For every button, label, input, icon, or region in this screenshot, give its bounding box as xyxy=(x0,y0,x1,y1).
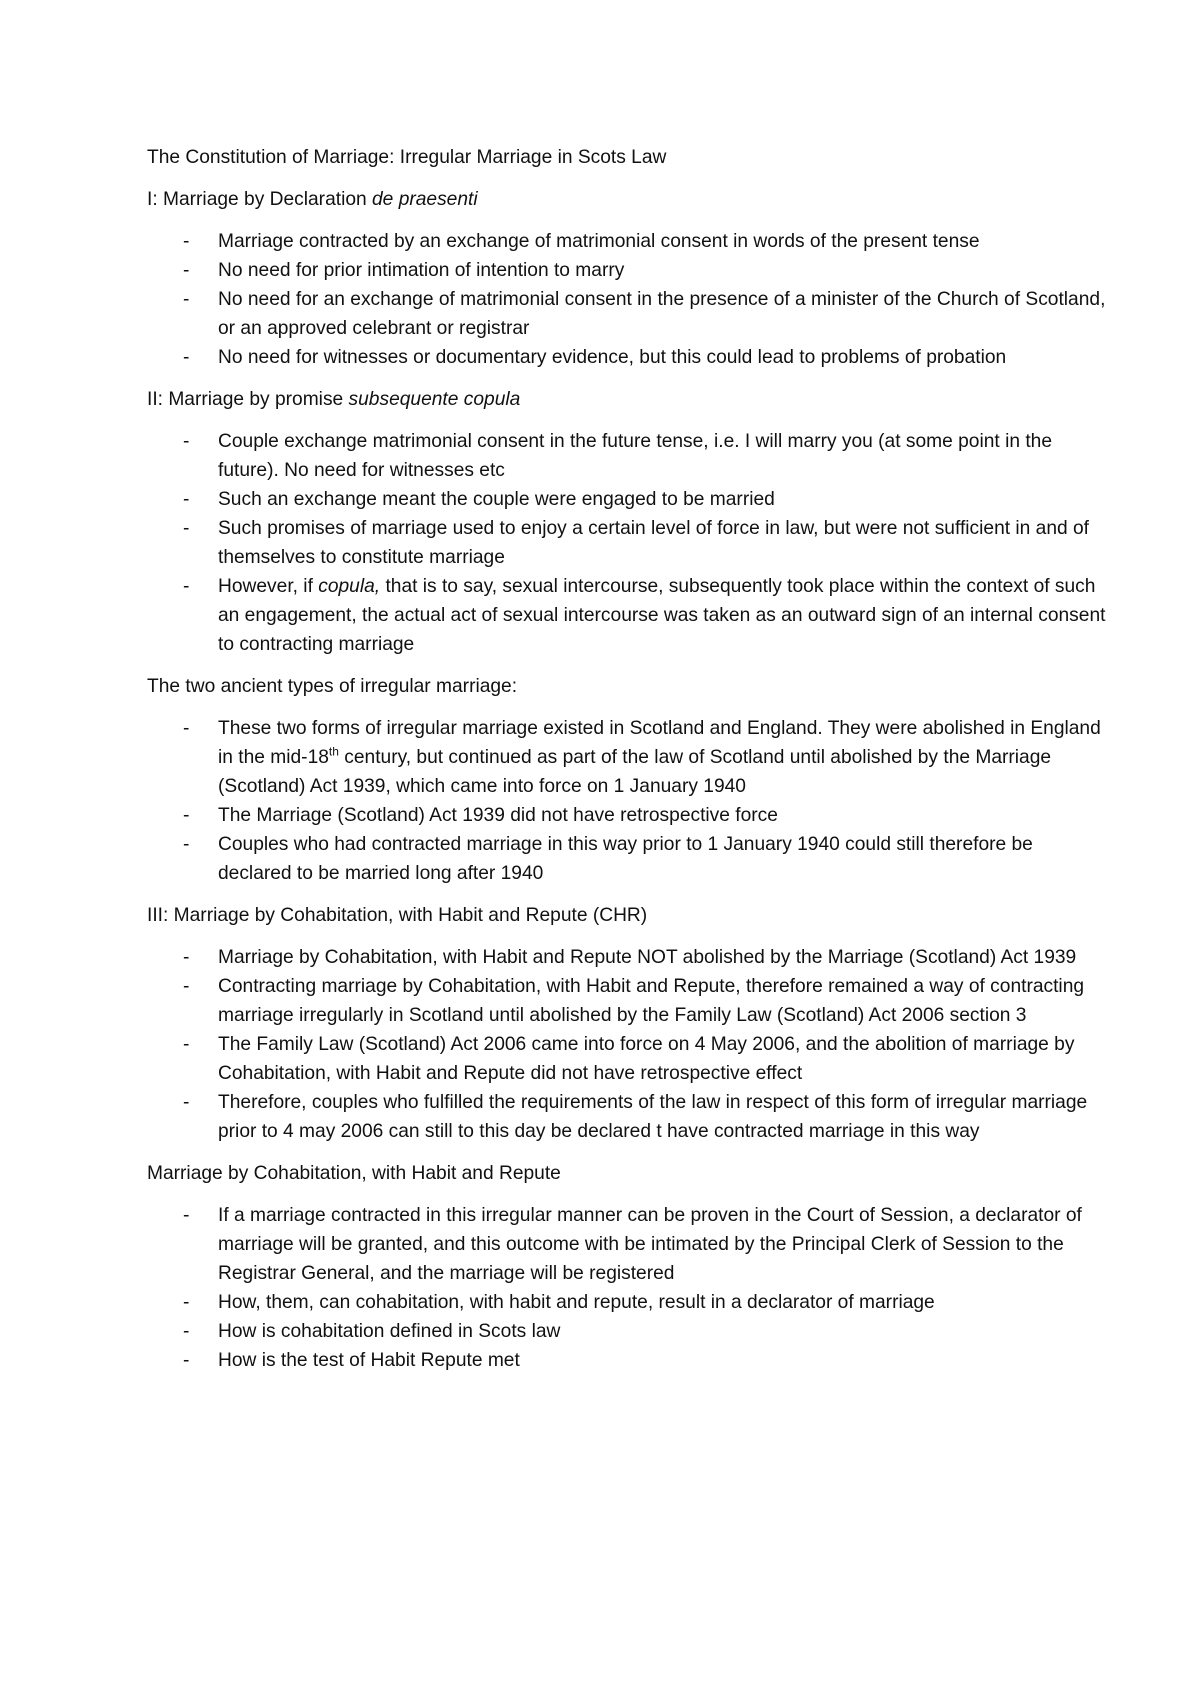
bullet-list xyxy=(147,1201,1110,1375)
heading-text: I: Marriage by Declaration xyxy=(147,189,373,210)
bullet-list xyxy=(147,427,1110,659)
item-text: However, if xyxy=(218,576,319,597)
heading-text: II: Marriage by promise xyxy=(147,389,349,410)
list-item: - The Marriage (Scotland) Act 1939 did not have retrospective force xyxy=(218,801,1110,830)
list-item: - How, them, can cohabitation, with habit and repute, result in a declarator of marriage xyxy=(218,1288,1110,1317)
list-item: - Couples who had contracted marriage in this way prior to 1 January 1940 could still therefore be declared to be married long after 1940 xyxy=(218,830,1110,888)
bullet-list xyxy=(147,714,1110,888)
bullet-list xyxy=(147,943,1110,1146)
list-item: - Marriage contracted by an exchange of matrimonial consent in words of the present tense xyxy=(218,227,1110,256)
section-heading: III: Marriage by Cohabitation, with Habit and Repute (CHR) xyxy=(147,905,648,926)
item-italic-text: copula, xyxy=(318,576,381,597)
list-item: - No need for prior intimation of intention to marry xyxy=(218,256,1110,285)
list-item: - Such promises of marriage used to enjoy a certain level of force in law, but were not sufficient in and of themselves to constitute marriage xyxy=(218,514,1110,572)
list-item: - Contracting marriage by Cohabitation, with Habit and Repute, therefore remained a way of contracting marriage irregularly in Scotland until abolished by the Family Law (Scotland) Act 2006 section 3 xyxy=(218,972,1110,1030)
list-item: - If a marriage contracted in this irregular manner can be proven in the Court of Session, a declarator of marriage will be granted, and this outcome with be intimated by the Principal Clerk of Session to the Registrar General, and the marriage will be registered xyxy=(218,1201,1110,1288)
section-heading: The two ancient types of irregular marriage: xyxy=(147,676,518,697)
section-promise xyxy=(147,385,1110,659)
list-item xyxy=(218,714,1110,801)
list-item: - Such an exchange meant the couple were engaged to be married xyxy=(218,485,1110,514)
section-declaration xyxy=(147,185,1110,372)
document-title: The Constitution of Marriage: Irregular Marriage in Scots Law xyxy=(147,147,667,168)
item-text: century, but continued as part of the law of Scotland until abolished by the Marriage (Scotland) Act 1939, which came into force on 1 January 1940 xyxy=(218,747,1052,797)
heading-italic-text: subsequente copula xyxy=(348,389,521,410)
item-text: that is to say, sexual intercourse, subsequently took place within the context of such an engagement, the actual act of sexual intercourse was taken as an outward sign of an internal consent to contracting marriage xyxy=(218,576,1106,655)
list-item: - How is cohabitation defined in Scots law xyxy=(218,1317,1110,1346)
item-text: These two forms of irregular marriage existed in Scotland and England. They were abolished in England in the mid-18 xyxy=(218,718,1101,768)
section-heading xyxy=(147,185,1110,214)
list-item: - How is the test of Habit Repute met xyxy=(218,1346,1110,1375)
list-item: - No need for an exchange of matrimonial consent in the presence of a minister of the Church of Scotland, or an approved celebrant or registrar xyxy=(218,285,1110,343)
list-item: - Marriage by Cohabitation, with Habit and Repute NOT abolished by the Marriage (Scotland) Act 1939 xyxy=(218,943,1110,972)
bullet-list xyxy=(147,227,1110,372)
section-heading: Marriage by Cohabitation, with Habit and Repute xyxy=(147,1163,561,1184)
section-ancient-types xyxy=(147,672,1110,888)
list-item: - Therefore, couples who fulfilled the requirements of the law in respect of this form of irregular marriage prior to 4 may 2006 can still to this day be declared t have contracted marriage in this way xyxy=(218,1088,1110,1146)
section-heading xyxy=(147,385,1110,414)
list-item xyxy=(218,572,1110,659)
list-item: - No need for witnesses or documentary evidence, but this could lead to problems of probation xyxy=(218,343,1110,372)
list-item: - The Family Law (Scotland) Act 2006 came into force on 4 May 2006, and the abolition of marriage by Cohabitation, with Habit and Repute did not have retrospective effect xyxy=(218,1030,1110,1088)
list-item: - Couple exchange matrimonial consent in the future tense, i.e. I will marry you (at some point in the future). No need for witnesses etc xyxy=(218,427,1110,485)
section-chr-detail xyxy=(147,1159,1110,1375)
heading-italic-text: de praesenti xyxy=(372,189,478,210)
section-cohabitation xyxy=(147,901,1110,1146)
superscript: th xyxy=(328,744,339,759)
